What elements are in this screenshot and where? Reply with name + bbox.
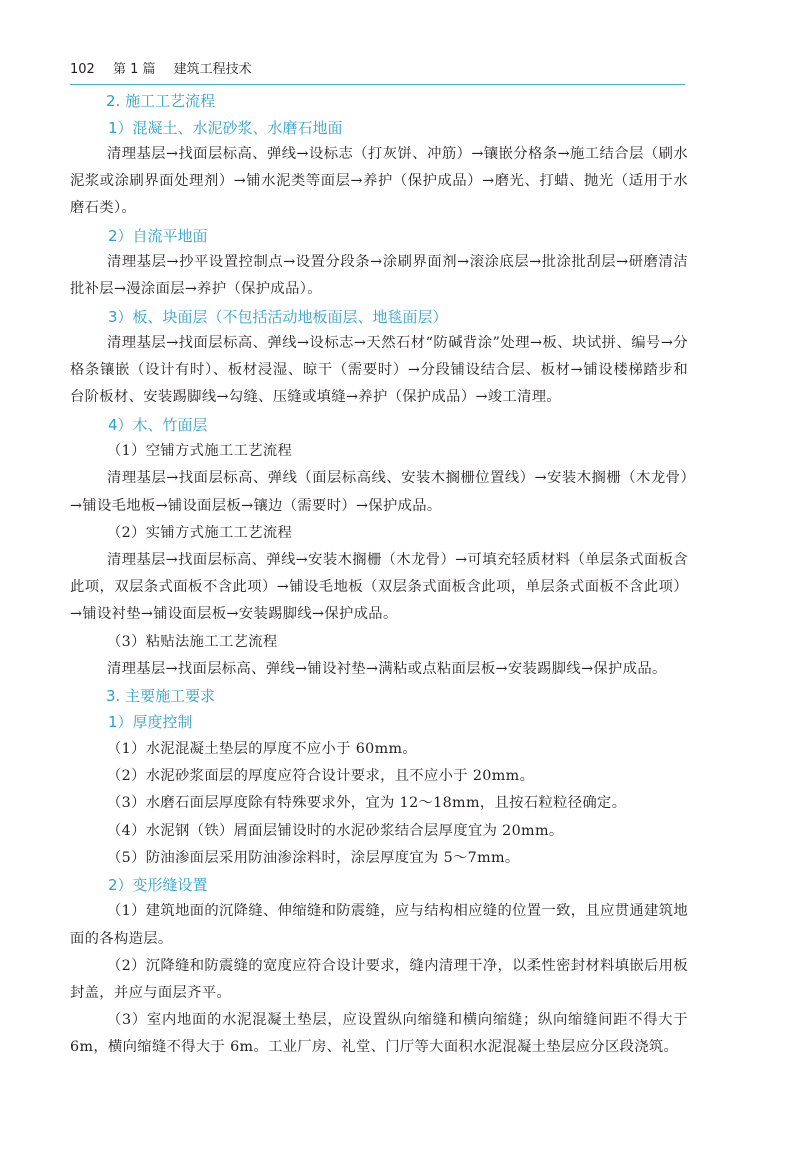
list-item-heading: （1）空铺方式施工工艺流程 <box>107 443 293 460</box>
page-number: 102 <box>70 62 95 77</box>
list-item: （2）沉降缝和防震缝的宽度应符合设计要求，缝内清理干净，以柔性密封材料填嵌后用板封盖，并应与面层齐平。 <box>70 957 688 1002</box>
subsection-heading: 1）厚度控制 <box>108 713 193 732</box>
list-item: （1）水泥混凝土垫层的厚度不应小于 60mm。 <box>107 740 418 757</box>
section-heading: 3. 主要施工要求 <box>106 686 216 705</box>
list-item: （1）建筑地面的沉降缝、伸缩缝和防震缝，应与结构相应缝的位置一致，且应贯通建筑地面的各构造层。 <box>70 903 688 947</box>
subsection-heading: 3）板、块面层（不包括活动地板面层、地毯面层） <box>108 307 448 326</box>
subsection-heading: 2）变形缝设置 <box>108 875 208 894</box>
list-item: （3）水磨石面层厚度除有特殊要求外，宜为 12～18mm，且按石粒粒径确定。 <box>107 795 627 812</box>
paragraph: 清理基层→找面层标高、弹线（面层标高线、安装木搁栅位置线）→安装木搁栅（木龙骨）→铺设毛地板→铺设面层板→镶边（需要时）→保护成品。 <box>70 470 688 514</box>
subsection-heading: 2）自流平地面 <box>108 226 208 245</box>
list-item: （4）水泥钢（铁）屑面层铺设时的水泥砂浆结合层厚度宜为 20mm。 <box>107 822 564 839</box>
subsection-heading: 4）木、竹面层 <box>108 415 208 434</box>
subsection-heading: 1）混凝土、水泥砂浆、水磨石地面 <box>108 118 343 137</box>
chapter-label: 第 1 篇 <box>112 62 156 77</box>
list-item-heading: （3）粘贴法施工工艺流程 <box>107 633 278 650</box>
list-item-heading: （2）实铺方式施工工艺流程 <box>107 524 293 541</box>
list-item: （3）室内地面的水泥混凝土垫层，应设置纵向缩缝和横向缩缝；纵向缩缝间距不得大于 6m，横向缩缝不得大于 6m。工业厂房、礼堂、门厅等大面积水泥混凝土垫层应分区段浇筑。 <box>70 1012 688 1056</box>
chapter-title: 建筑工程技术 <box>173 62 252 77</box>
paragraph: 清理基层→找面层标高、弹线→铺设衬垫→满粘或点粘面层板→安装踢脚线→保护成品。 <box>107 660 667 677</box>
running-header <box>70 60 685 85</box>
paragraph: 清理基层→找面层标高、弹线→设标志（打灰饼、冲筋）→镶嵌分格条→施工结合层（刷水泥浆或涂刷界面处理剂）→铺水泥类等面层→养护（保护成品）→磨光、打蜡、抛光（适用于水磨石类）。 <box>70 146 688 217</box>
paragraph: 清理基层→找面层标高、弹线→设标志→天然石材“防碱背涂”处理→板、块试拼、编号→分格条镶嵌（设计有时）、板材浸湿、晾干（需要时）→分段铺设结合层、板材→铺设楼梯踏步和台阶板材、安装踢脚线→勾缝、压缝或填缝→养护（保护成品）→竣工清理。 <box>70 335 688 406</box>
list-item: （5）防油渗面层采用防油渗涂料时，涂层厚度宜为 5～7mm。 <box>107 849 520 866</box>
section-heading: 2. 施工工艺流程 <box>106 92 216 110</box>
paragraph: 清理基层→抄平设置控制点→设置分段条→涂刷界面剂→滚涂底层→批涂批刮层→研磨清洁批补层→漫涂面层→养护（保护成品）。 <box>70 254 688 298</box>
list-item: （2）水泥砂浆面层的厚度应符合设计要求，且不应小于 20mm。 <box>107 768 535 785</box>
page-body <box>70 88 688 1062</box>
paragraph: 清理基层→找面层标高、弹线→安装木搁栅（木龙骨）→可填充轻质材料（单层条式面板含此项，双层条式面板不含此项）→铺设毛地板（双层条式面板含此项，单层条式面板不含此项）→铺设衬垫→铺设面层板→安装踢脚线→保护成品。 <box>70 551 688 623</box>
